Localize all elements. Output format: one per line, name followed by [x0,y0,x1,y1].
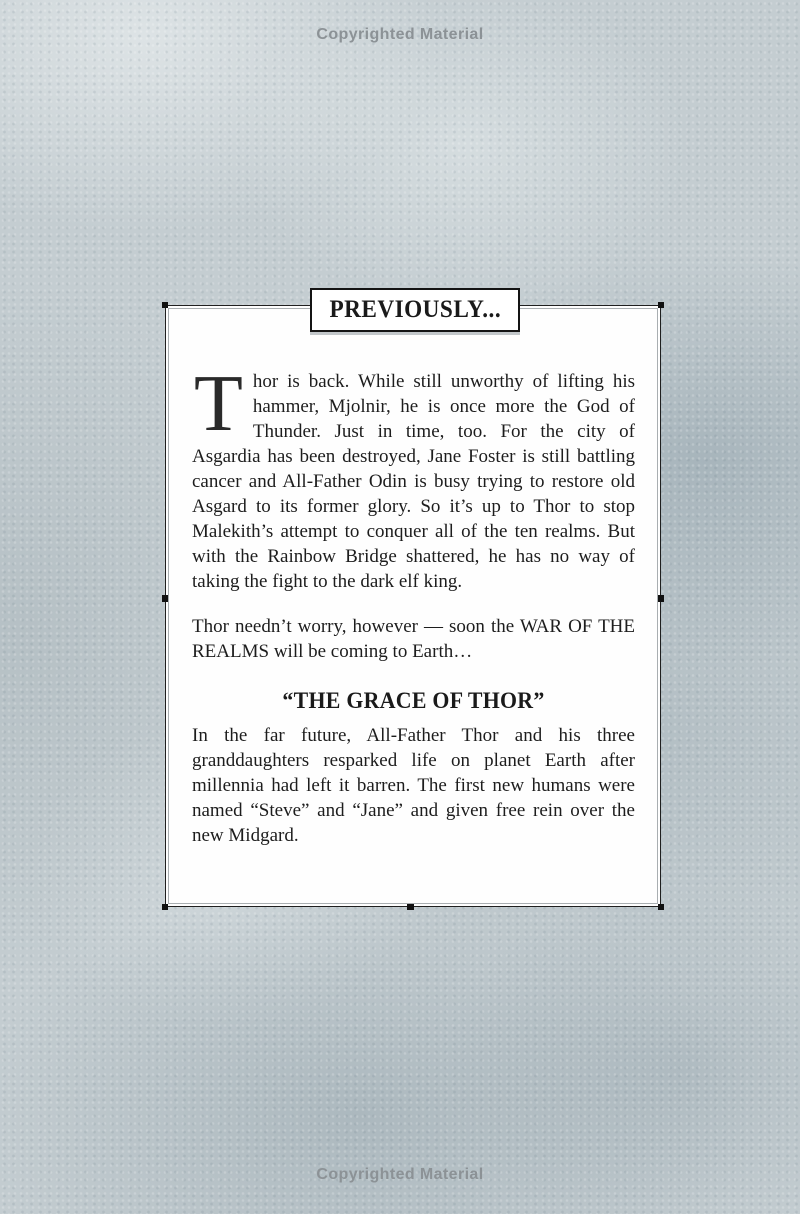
frame-corner-mark-top-left [162,302,168,308]
frame-corner-mark-bottom-right [658,904,664,910]
recap-title: PREVIOUSLY... [329,296,501,323]
recap-body [192,360,635,848]
frame-edge-mark-bottom [407,904,414,910]
recap-title-box [310,288,520,332]
copyright-notice-top: Copyrighted Material [316,26,484,43]
frame-edge-mark-right [658,595,664,602]
recap-paragraph-3: In the far future, All-Father Thor and his three granddaughters resparked life on planet Earth after millennia had left it barren. The first new humans were named “Steve” and “Jane” and given free rein over the new Midgard. [192,725,635,846]
recap-paragraph-1 [192,360,635,594]
drop-cap-letter: T [194,360,243,448]
copyright-notice-bottom: Copyrighted Material [316,1166,484,1183]
story-title: “THE GRACE OF THOR” [282,688,545,713]
recap-panel [165,296,661,907]
recap-paragraph-2: Thor needn’t worry, however — soon the WAR OF THE REALMS will be coming to Earth… [192,616,635,662]
recap-paragraph-1-text: hor is back. While still unworthy of lifting his hammer, Mjolnir, he is once more the God of Thunder. Just in time, too. For the city of Asgardia has been destroyed, Jane Foster is still battling cancer and All-Father Odin is busy trying to restore old Asgard to its former glory. So it’s up to Thor to stop Malekith’s attempt to conquer all of the ten realms. But with the Rainbow Bridge shattered, he has no way of taking the fight to the dark elf king. [192,371,635,592]
frame-edge-mark-left [162,595,168,602]
frame-corner-mark-bottom-left [162,904,168,910]
frame-corner-mark-top-right [658,302,664,308]
